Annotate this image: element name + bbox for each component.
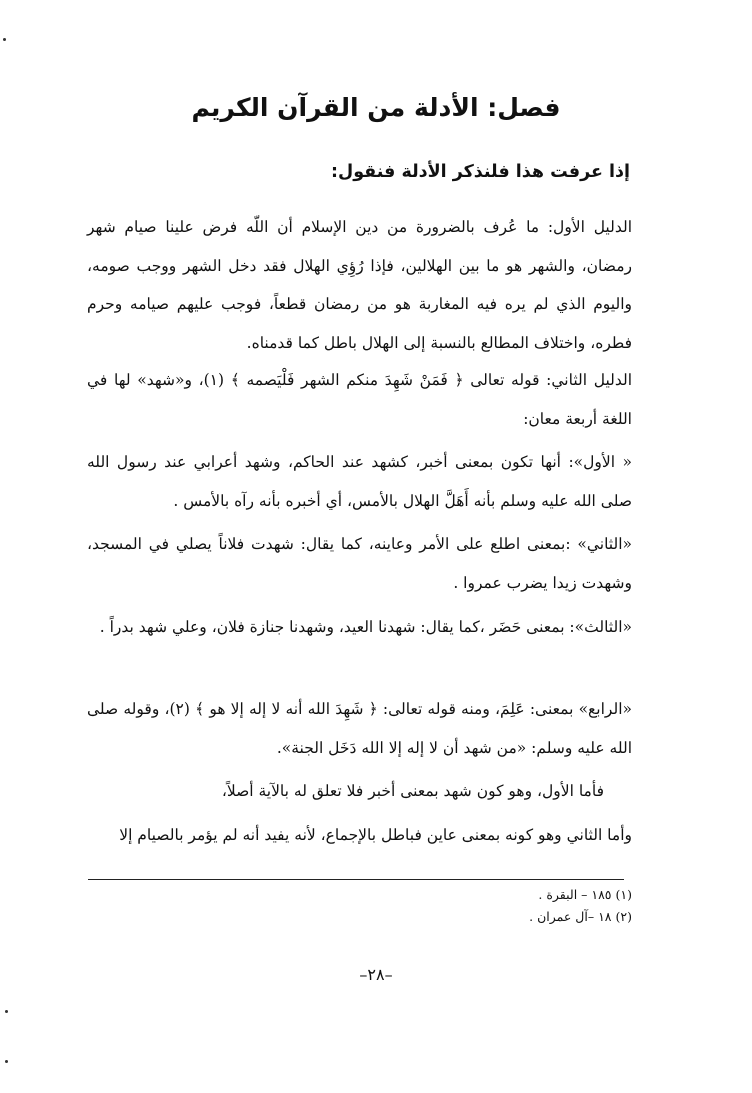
paragraph-meaning-fourth: «الرابع» بمعنى: عَلِمَ، ومنه قوله تعالى: ﴿ شَهِدَ الله أنه لا إله إلا هو ﴾ (٢)، وقوله صلى الله عليه وسلم: «من شهد أن لا إله إلا الله دَخَل الجنة».	[87, 700, 632, 757]
paragraph-discussion-first: فأما الأول، وهو كون شهد بمعنى أخبر فلا تعلق له بالآية أصلاً،	[221, 782, 604, 800]
page-number: –٢٨–	[359, 965, 393, 984]
scan-speck	[3, 38, 6, 41]
scan-speck	[5, 1060, 8, 1063]
footnote-2: (٢) ١٨ –آل عمران .	[529, 909, 632, 924]
paragraph-meaning-second: «الثاني» :بمعنى اطلع على الأمر وعاينه، كما يقال: شهدت فلاناً يصلي في المسجد، وشهدت زيدا يضرب عمروا .	[87, 535, 632, 592]
footnote-1: (١) ١٨٥ – البقرة .	[538, 887, 632, 902]
paragraph-discussion-second: وأما الثاني وهو كونه بمعنى عاين فباطل بالإجماع، لأنه يفيد أنه لم يؤمر بالصيام إلا	[119, 826, 632, 844]
paragraph-meaning-third: «الثالث»: بمعنى حَضَر ،كما يقال: شهدنا العيد، وشهدنا جنازة فلان، وعلي شهد بدراً .	[99, 618, 632, 636]
paragraph-meaning-first: « الأول»: أنها تكون بمعنى أخبر، كشهد عند الحاكم، وشهد أعرابي عند رسول الله صلى الله عليه وسلم بأنه أَهَلَّ الهلال بالأمس، أي أخبره بأنه رآه بالأمس .	[87, 453, 632, 510]
footnote-divider	[88, 879, 624, 880]
chapter-title: فصل: الأدلة من القرآن الكريم	[191, 93, 561, 122]
section-subtitle: إذا عرفت هذا فلنذكر الأدلة فنقول:	[331, 162, 630, 182]
paragraph-second-evidence: الدليل الثاني: قوله تعالى ﴿ فَمَنْ شَهِدَ منكم الشهر فَلْيَصمه ﴾ (١)، و«شهد» لها في اللغة أربعة معان:	[87, 371, 633, 428]
paragraph-first-evidence: الدليل الأول: ما عُرف بالضرورة من دين الإسلام أن اللّه فرض علينا صيام شهر رمضان، والشهر هو ما بين الهلالين، فإذا رُؤِي الهلال فقد دخل الشهر ووجب صومه، واليوم الذي لم يره فيه المغاربة هو من رمضان قطعاً، فوجب عليهم صيامه وحرم فطره، واختلاف المطالع بالنسبة إلى الهلال باطل كما قدمناه.	[87, 218, 632, 352]
scan-speck	[5, 1010, 8, 1013]
